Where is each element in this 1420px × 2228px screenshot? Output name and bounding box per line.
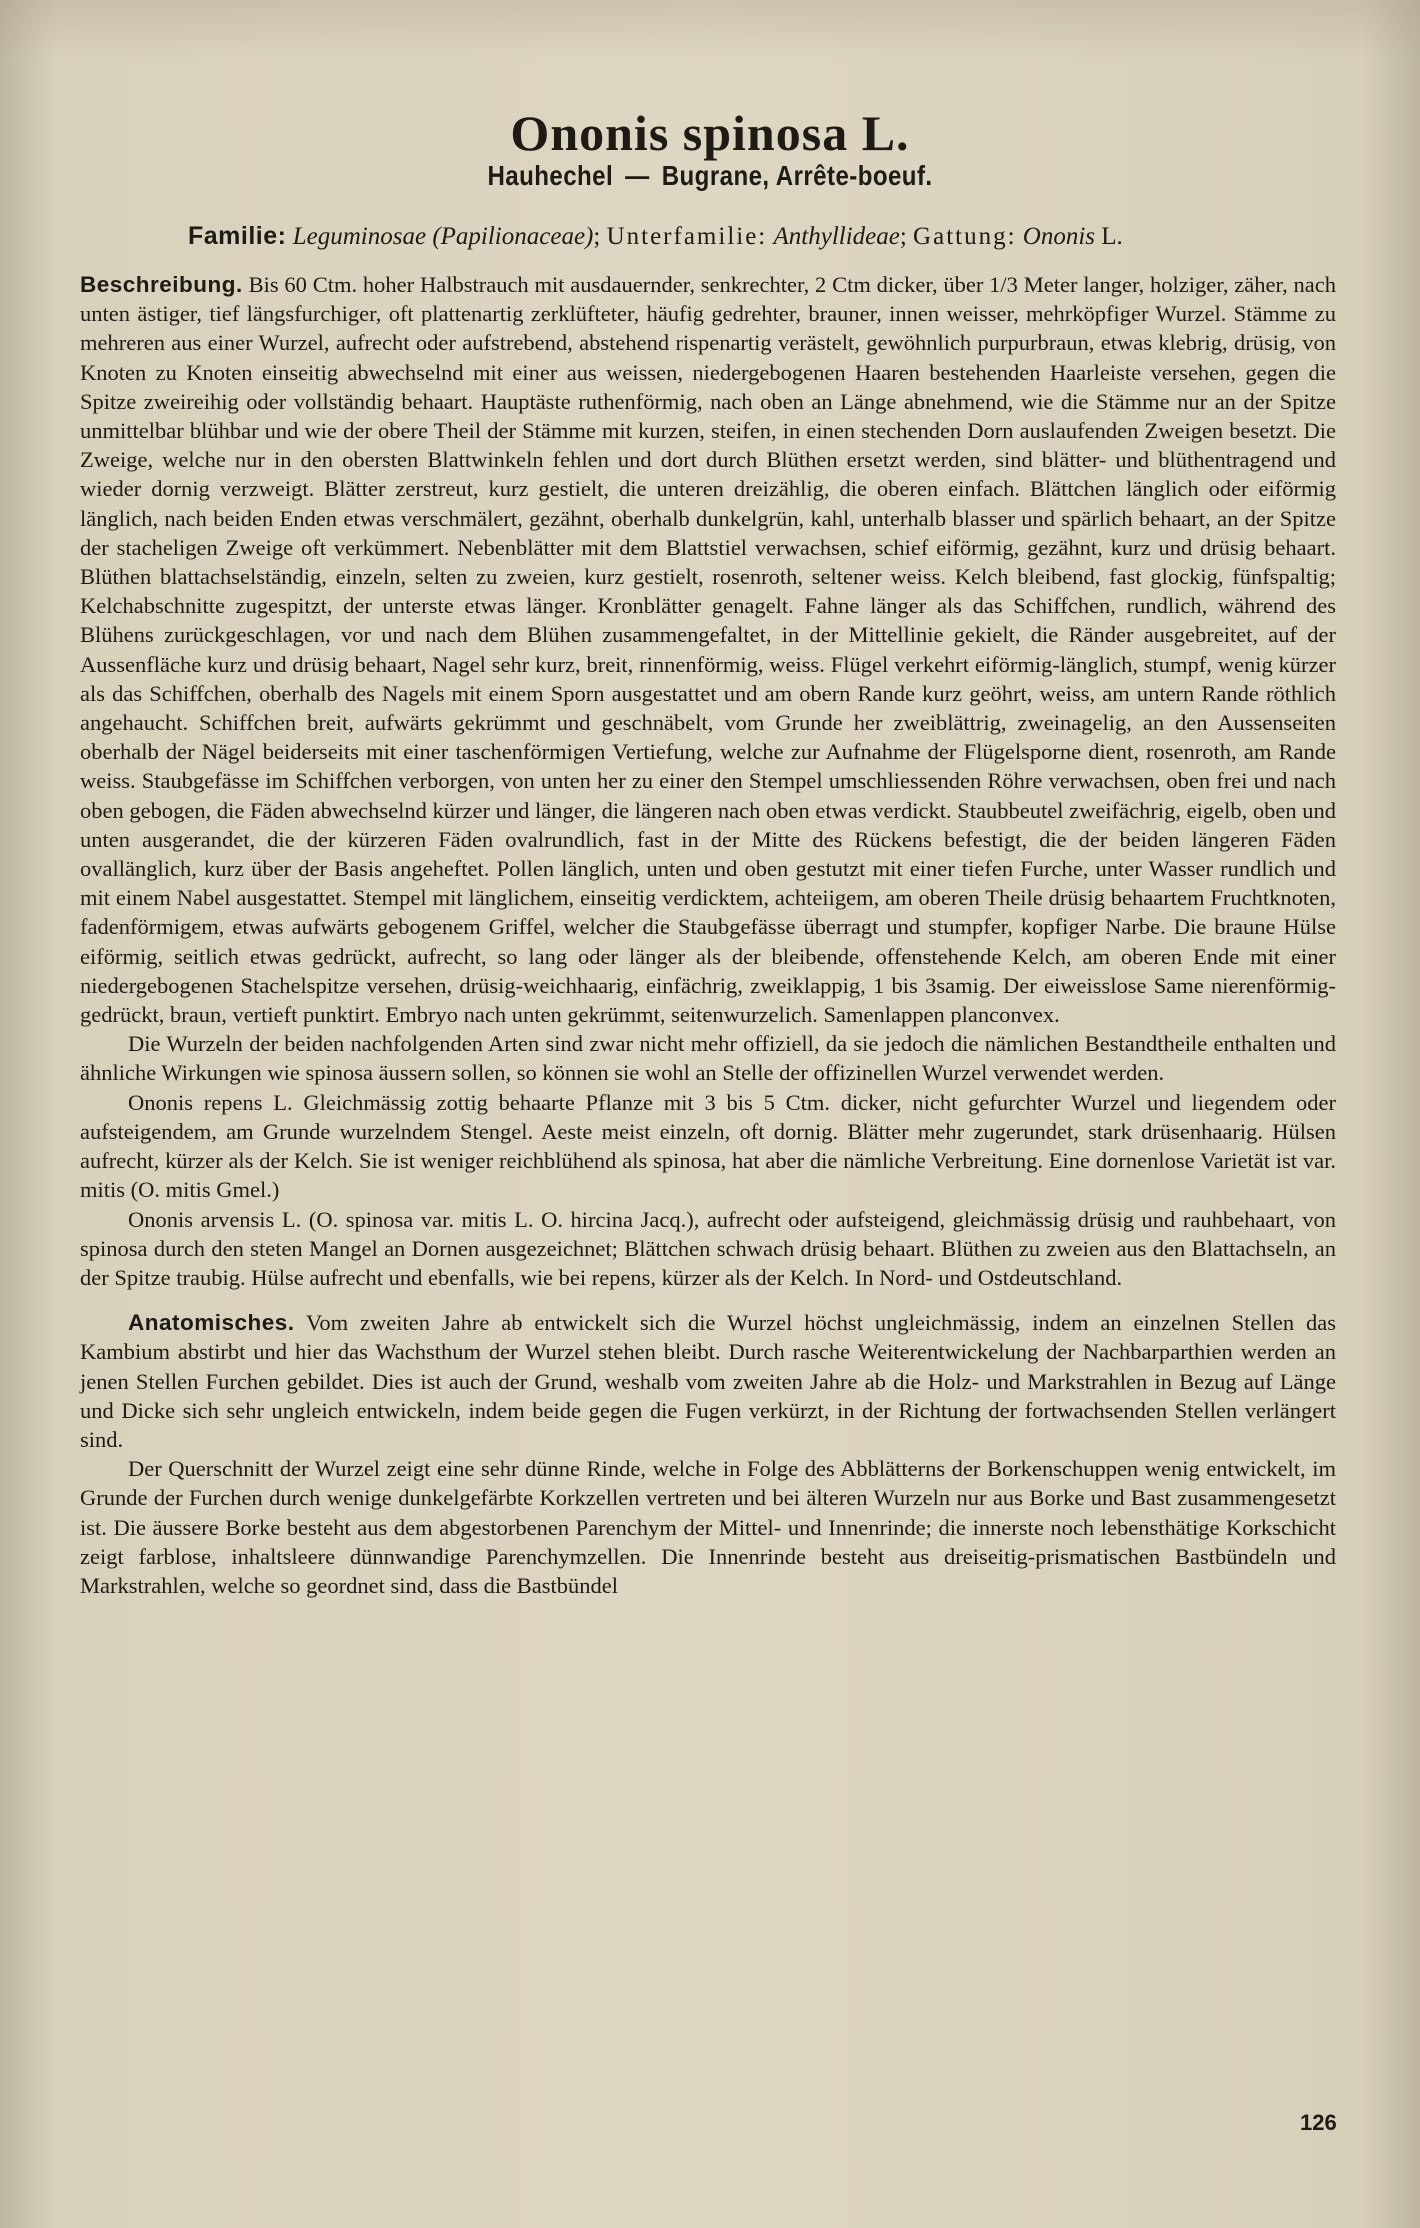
description-text: Bis 60 Ctm. hoher Halbstrauch mit ausdauernder, senkrechter, 2 Ctm dicker, über 1/3 Meter langer, holziger, zäher, nach unten ästiger, tief längsfurchiger, oft plattenartig zerklüfteter, häufig gedrehter, brauner, innen weisser, mehrköpfiger Wurzel. Stämme zu mehreren aus einer Wurzel, aufrecht oder aufstrebend, abstehend rispenartig verästelt, gewöhnlich purpurbraun, etwas klebrig, drüsig, von Knoten zu Knoten einseitig abwechselnd mit einer aus weissen, niedergebogenen Haaren bestehenden Haarleiste versehen, gegen die Spitze zweireihig oder vollständig behaart. Hauptäste ruthenförmig, nach oben an Länge abnehmend, wie die Stämme nur an der Spitze unmittelbar blühbar und wie der obere Theil der Stämme mit kurzen, steifen, in einen stechenden Dorn auslaufenden Zweigen besetzt. Die Zweige, welche nur in den obersten Blattwinkeln fehlen und dort durch Blüthen ersetzt werden, sind blätter- und blüthentragend und wieder dornig verzweigt. Blätter zerstreut, kurz gestielt, die unteren dreizählig, die oberen einfach. Blättchen länglich oder eiförmig länglich, nach beiden Enden etwas verschmälert, gezähnt, oberhalb dunkelgrün, kahl, unterhalb blasser und spärlich behaart, an der Spitze der stacheligen Zweige oft verkümmert. Nebenblätter mit dem Blattstiel verwachsen, schief eiförmig, gezähnt, kurz und drüsig behaart. Blüthen blattachselständig, einzeln, selten zu zweien, kurz gestielt, rosenroth, seltener weiss. Kelch bleibend, fast glockig, fünfspaltig; Kelchabschnitte zugespitzt, der unterste etwas länger. Kronblätter genagelt. Fahne länger als das Schiffchen, rundlich, während des Blühens zurückgeschlagen, vor und nach dem Blühen zusammengefaltet, in der Mittellinie gekielt, die Ränder ausgebreitet, auf der Aussenfläche kurz und drüsig behaart, Nagel sehr kurz, breit, rinnenförmig, weiss. Flügel verkehrt eiförmig-länglich, stumpf, wenig kürzer als das Schiffchen, oberhalb des Nagels mit einem Sporn ausgestattet und am obern Rande kurz geöhrt, weiss, am untern Rande röthlich angehaucht. Schiffchen breit, aufwärts gekrümmt und geschnäbelt, vom Grunde her zweiblättrig, zweinagelig, an den Aussenseiten oberhalb der Nägel beiderseits mit einer taschenförmigen Vertiefung, welche zur Aufnahme der Flügelsporne dient, rosenroth, am Rande weiss. Staubgefässe im Schiffchen verborgen, von unten her zu einer den Stempel umschliessenden Röhre verwachsen, oben frei und nach oben gebogen, die Fäden abwechselnd kürzer und länger, die längeren nach oben etwas verdickt. Staubbeutel zweifächrig, eigelb, oben und unten ausgerandet, die der kürzeren Fäden ovalrundlich, fast in der Mitte des Rückens befestigt, die der beiden längeren Fäden ovallänglich, kurz über der Basis angeheftet. Pollen länglich, unten und oben gestutzt mit einer tiefen Furche, unter Wasser rundlich und mit einem Nabel ausgestattet. Stempel mit länglichem, einseitig verdicktem, achteiigem, am oberen Theile drüsig behaartem Fruchtknoten, fadenförmigem, etwas aufwärts gebogenem Griffel, welcher die Staubgefässe überragt und stumpfer, kopfiger Narbe. Die braune Hülse eiförmig, seitlich etwas gedrückt, aufrecht, so lang oder länger als der bleibende, offenstehende Kelch, am oberen Ende mit einer niedergebogenen Stachelspitze versehen, drüsig-weichhaarig, einfächrig, zweiklappig, 1 bis 3samig. Der eiweisslose Same nierenförmig-gedrückt, braun, vertieft punktirt. Embryo nach unten gekrümmt, seitenwurzelich. Samenlappen planconvex. [80, 272, 1336, 1028]
description-paragraph [80, 270, 1336, 1029]
subtitle-dash: — [625, 160, 650, 191]
sep-2: ; [899, 223, 907, 250]
page-number: 126 [1300, 2110, 1337, 2135]
genus-name: Ononis [1022, 223, 1096, 250]
common-names [99, 160, 1320, 192]
genus-author: L. [1101, 223, 1123, 250]
related-species-intro: Die Wurzeln der beiden nachfolgenden Arten sind zwar nicht mehr offiziell, da sie jedoch die nämlichen Bestandtheile enthalten und ähnliche Wirkungen wie spinosa äussern sollen, so können sie wohl an Stelle der offizinellen Wurzel verwendet werden. [80, 1031, 1336, 1086]
ononis-arvensis-paragraph: Ononis arvensis L. (O. spinosa var. mitis L. O. hircina Jacq.), aufrecht oder aufsteigend, gleichmässig drüsig und rauhbehaart, von spinosa durch den steten Mangel an Dornen ausgezeichnet; Blättchen schwach drüsig behaart. Blüthen zu zweien aus den Blattachseln, an der Spitze traubig. Hülse aufrecht und ebenfalls, wie bei repens, kürzer als der Kelch. In Nord- und Ostdeutschland. [80, 1206, 1336, 1290]
subfamily-label: Unterfamilie: [606, 223, 768, 250]
sep-1: ; [593, 223, 601, 250]
subfamily-name: Anthyllideae [773, 223, 900, 250]
page-body [80, 270, 1336, 1600]
family-label: Familie: [188, 222, 287, 250]
family-name: Leguminosae [292, 223, 427, 250]
taxonomy-line [188, 222, 1340, 251]
family-paren: (Papilionaceae) [432, 223, 594, 250]
cross-section-paragraph: Der Querschnitt der Wurzel zeigt eine sehr dünne Rinde, welche in Folge des Abblätterns der Borkenschuppen wenig entwickelt, im Grunde der Furchen durch wenige dunkelgefärbte Korkzellen vertreten und bei älteren Wurzeln nur aus Borke und Bast zusammengesetzt ist. Die äussere Borke besteht aus dem abgestorbenen Parenchym der Mittel- und Innenrinde; die innerste noch lebensthätige Korkschicht zeigt farblose, inhaltsleere dünnwandige Parenchymzellen. Die Innenrinde besteht aus dreiseitig-prismatischen Bastbündeln und Markstrahlen, welche so geordnet sind, dass die Bastbündel [80, 1456, 1336, 1598]
anatomy-paragraph [80, 1308, 1336, 1454]
anatomy-text: Vom zweiten Jahre ab entwickelt sich die Wurzel höchst ungleichmässig, indem an einzelnen Stellen das Kambium abstirbt und hier das Wachsthum der Wurzel stehen bleibt. Durch rasche Weiterentwickelung der Nachbarparthien werden an jenen Stellen Furchen gebildet. Dies ist auch der Grund, weshalb vom zweiten Jahre ab die Holz- und Markstrahlen in Bezug auf Länge und Dicke sich sehr ungleich entwickeln, indem beide gegen die Fugen verkürzt, in der Richtung der fortwachsenden Stellen verlängert sind. [80, 1310, 1336, 1452]
common-name-german: Hauhechel [487, 160, 614, 191]
ononis-repens-paragraph: Ononis repens L. Gleichmässig zottig behaarte Pflanze mit 3 bis 5 Ctm. dicker, nicht gefurchter Wurzel und liegendem oder aufsteigendem, am Grunde wurzelndem Stengel. Aeste meist einzeln, oft dornig. Blätter mehr zugerundet, stark drüsenhaarig. Hülsen aufrecht, kürzer als der Kelch. Sie ist weniger reichblühend als spinosa, hat aber die nämliche Verbreitung. Eine dornenlose Varietät ist var. mitis (O. mitis Gmel.) [80, 1089, 1336, 1203]
genus-label: Gattung: [913, 223, 1017, 250]
common-name-french: Bugrane, Arrête-boeuf. [661, 160, 933, 191]
description-heading: Beschreibung. [80, 272, 243, 297]
page-title: Ononis spinosa L. [510, 104, 910, 161]
anatomy-heading: Anatomisches. [128, 1310, 295, 1336]
bleed-through-shadow [0, 0, 1420, 60]
